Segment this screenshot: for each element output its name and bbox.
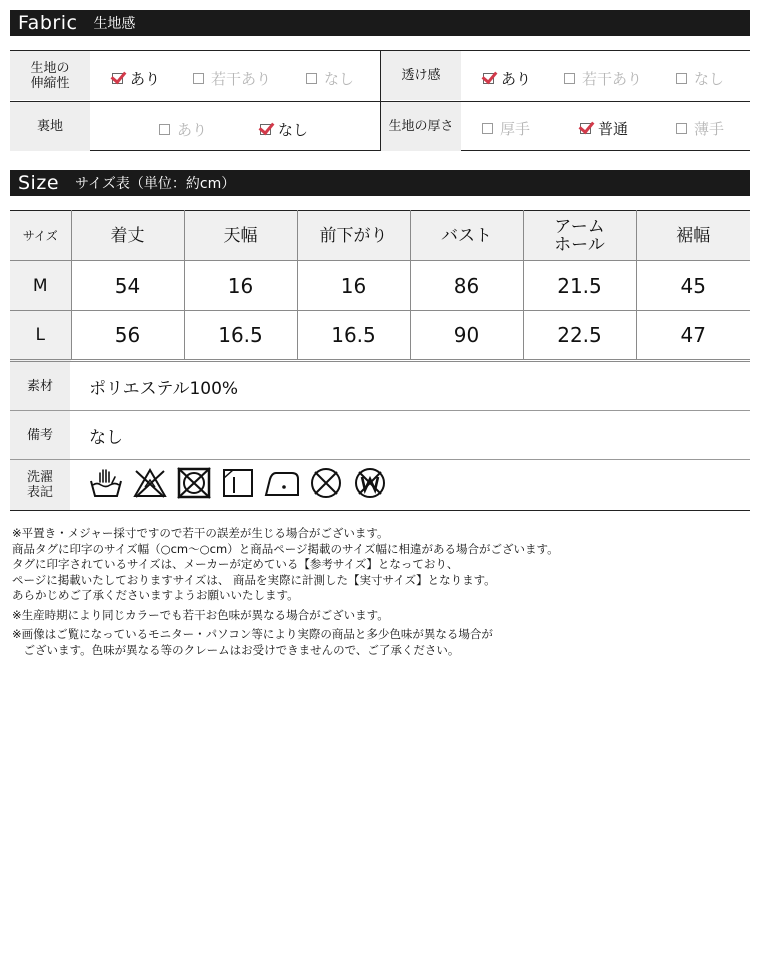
size-cell: M xyxy=(10,261,71,311)
no-bleach-icon xyxy=(132,465,168,501)
value-cell: 16.5 xyxy=(184,311,297,361)
size-cell: L xyxy=(10,311,71,361)
note-line: ページに掲載いたしておりますサイズは、 商品を実際に計測した【実寸サイズ】となります。 xyxy=(12,572,496,587)
stretch-label: 生地の 伸縮性 xyxy=(10,51,90,100)
value-cell: 90 xyxy=(410,311,523,361)
remarks-row xyxy=(10,411,750,460)
value-cell: 16 xyxy=(184,261,297,311)
no-tumble-dry-icon xyxy=(176,465,212,501)
lining-label: 裏地 xyxy=(10,102,90,151)
lining-option-yes: あり xyxy=(159,119,207,140)
checkbox-icon xyxy=(676,73,687,84)
checkbox-icon xyxy=(564,73,575,84)
value-cell: 56 xyxy=(71,311,184,361)
sheer-option-no: なし xyxy=(676,68,724,89)
column-header-length: 着丈 xyxy=(71,211,184,261)
note-line: ※平置き・メジャー採寸ですので若干の誤差が生じる場合がございます。 xyxy=(12,526,389,540)
table-row xyxy=(10,311,750,361)
value-cell: 16.5 xyxy=(297,311,410,361)
checkbox-icon xyxy=(159,124,170,135)
thickness-option-normal: 普通 xyxy=(580,118,628,139)
value-cell: 54 xyxy=(71,261,184,311)
thickness-option-thin: 薄手 xyxy=(676,118,724,139)
stretch-option-yes: あり xyxy=(112,68,160,89)
note-line: ※画像はご覧になっているモニター・パソコン等により実際の商品と多少色味が異なる場合が xyxy=(12,627,493,641)
note-line: あらかじめご了承くださいますようお願いいたします。 xyxy=(12,588,299,602)
size-title-jp: サイズ表（単位：約cm） xyxy=(75,176,236,192)
fabric-title-en: Fabric xyxy=(18,12,78,34)
stretch-option-no: なし xyxy=(306,68,354,89)
care-row xyxy=(10,460,750,510)
thickness-option-thick: 厚手 xyxy=(482,118,530,139)
thickness-label: 生地の厚さ xyxy=(381,102,461,151)
size-header xyxy=(10,170,750,196)
note-line: ございます。色味が異なる等のクレームはお受けできませんので、ご了承ください。 xyxy=(12,642,460,657)
column-header-shoulder: 天幅 xyxy=(184,211,297,261)
remarks-value: なし xyxy=(89,427,123,448)
no-dry-clean-icon xyxy=(308,465,344,501)
checkbox-icon xyxy=(482,123,493,134)
note-line: タグに印字されているサイズは、メーカーが定めている【参考サイズ】となっており、 xyxy=(12,557,459,571)
product-info-table xyxy=(10,362,750,511)
hand-wash-icon xyxy=(88,465,124,501)
column-header-armhole: アーム ホール xyxy=(523,211,636,261)
value-cell: 45 xyxy=(636,261,750,311)
sheer-option-slight: 若干あり xyxy=(564,68,642,89)
stretch-option-slight: 若干あり xyxy=(193,68,271,89)
note-line: 商品タグに印字のサイズ幅（○cm〜○cm）と商品ページ掲載のサイズ幅に相違がある場合がございます。 xyxy=(12,541,559,556)
size-table xyxy=(10,210,750,362)
column-header-front-drop: 前下がり xyxy=(297,211,410,261)
notes xyxy=(12,526,559,658)
column-header-bust: バスト xyxy=(410,211,523,261)
material-row xyxy=(10,362,750,411)
size-title-en: Size xyxy=(18,172,60,194)
iron-low-icon xyxy=(264,465,300,501)
fabric-header xyxy=(10,10,750,36)
material-label: 素材 xyxy=(10,362,70,410)
checkbox-icon xyxy=(193,73,204,84)
size-table-header-row xyxy=(10,211,750,261)
sheer-label: 透け感 xyxy=(381,51,461,100)
material-value: ポリエステル100% xyxy=(89,378,239,399)
size-column-header: サイズ xyxy=(10,211,71,261)
fabric-table xyxy=(10,50,750,151)
checkbox-checked-icon xyxy=(580,123,591,134)
sheer-option-yes: あり xyxy=(483,68,531,89)
column-header-hem-width: 裾幅 xyxy=(636,211,750,261)
note-line: ※生産時期により同じカラーでも若干お色味が異なる場合がございます。 xyxy=(12,607,389,622)
checkbox-icon xyxy=(306,73,317,84)
value-cell: 22.5 xyxy=(523,311,636,361)
table-row xyxy=(10,261,750,311)
checkbox-checked-icon xyxy=(483,73,494,84)
care-icons xyxy=(88,465,396,501)
drip-dry-shade-icon xyxy=(220,465,256,501)
checkbox-icon xyxy=(676,123,687,134)
value-cell: 21.5 xyxy=(523,261,636,311)
fabric-title-jp: 生地感 xyxy=(93,16,136,32)
checkbox-checked-icon xyxy=(112,73,123,84)
care-label: 洗濯 表記 xyxy=(10,460,70,510)
value-cell: 16 xyxy=(297,261,410,311)
lining-option-no: なし xyxy=(260,119,308,140)
checkbox-checked-icon xyxy=(260,124,271,135)
value-cell: 86 xyxy=(410,261,523,311)
value-cell: 47 xyxy=(636,311,750,361)
remarks-label: 備考 xyxy=(10,411,70,459)
no-wet-clean-icon xyxy=(352,465,388,501)
